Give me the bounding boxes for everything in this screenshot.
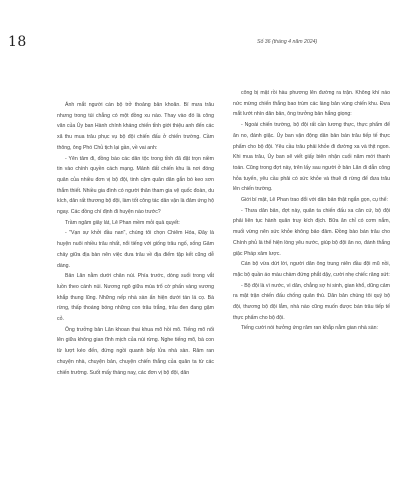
paragraph: Giới bí mật, Lê Phan trao đổi với dân bản thật ngắn gọn, cụ thể:: [241, 197, 388, 204]
paragraph: - Ngoài chiến trường, bộ đội rất cần lương thực, thực phẩm để ăn no, đánh giặc. Ủy ban vận động dân bản bán trâu tiếp tế thực phẩm cho bộ đội. Yêu cầu trâu phải khỏe đi đường xa và thịt ngon. Khi mua trâu, Ủy ban sẽ viết giấy biên nhận cuối năm mới thanh toán. Cũng trong đợt này, trên lấy sau người ở bản Lăn đi dẫn công hỏa tuyến, yêu cầu phải có sức khỏe và thuê đi rừng để đưa trâu lên chiến trường.: [233, 122, 390, 193]
paragraph: công bị mật rồi hàu phương lên đường ra trận. Không khí náo nức mừng chiến thắng bao trùm các làng bản vùng chiến khu. Đưa mắt lướt nhìn dân bản, ông trưởng bản hắng giọng:: [233, 90, 390, 118]
issue-info: Số 36 (tháng 4 năm 2024): [257, 39, 318, 45]
paragraph: - "Vạn sự khởi đầu nan", chúng tôi chọn Chiêm Hóa, Đây là huyện nuôi nhiều trâu nhất, nổi tiếng với giống trâu ngố, sống Gâm chảy giữa địa bàn nên việc đưa trâu về địa điểm tập kết cũng dễ dàng.: [57, 230, 214, 269]
paragraph: Bản Lăn nằm dưới chân núi. Phía trước, dòng suối trong vắt luồn theo cánh núi. Nương ngô giữa mùa trổ cờ phấn vàng vương khắp thung lũng. Những nếp nhà sàn ẩn hiện dưới tán lá cọ. Bà rừng, thấp thoáng bóng những con trâu trắng, trâu đen đang gặm cỏ.: [57, 273, 214, 323]
page-number: 18: [8, 34, 27, 50]
paragraph: Cán bộ vừa dứt lời, người dân ông trung niên đầu đội mũ nồi, mặc bộ quần áo màu chàm đứng phắt dậy, cười nhẹ chiếc răng sứt:: [233, 261, 390, 278]
paragraph: - Bộ đội là vì nước, vì dân, chẳng sợ hi sinh, gian khổ, dũng cảm ra mặt trận chiến đấu chống quân thù. Dân bản chúng tôi quý bộ đội, thương bộ đội lắm, nhà nào cũng muốn được bán trâu tiếp tế thực phẩm cho bộ đội.: [233, 282, 390, 321]
right-column: [233, 88, 390, 334]
paragraph: Tiếng cười nói hưởng ứng râm ran khắp nằm gian nhà sàn:: [241, 325, 378, 332]
left-column: [57, 100, 214, 378]
paragraph: Ánh mắt người cán bộ trở thoảng bân khoăn. Bí mưa trâu nhưng trong túi chẳng có một đồng xu nào. Thay vào đó là công văn của Ủy ban Hành chính kháng chiến tỉnh giới thiệu anh đến các xã thu mua trâu phục vụ bộ đội chiến đấu ở chiến trường. Cầm thông, ông Phó Chủ tịch lại gần, về vai anh:: [57, 102, 214, 151]
paragraph: - Yên tâm đi, đồng bào các dân tộc trong tỉnh đã đặt trọn niềm tin vào chính quyền cách mạng. Mảnh đất chiến khu là nơi đóng quân của nhiều đơn vị bộ đội, tinh cậm quân dân gắn bó keo sơn thắm thiết. Nhiều gia đình có người thân tham gia vệ quốc đoàn, du kích, dân rất thương bộ đội, làm tốt công tác dân vận là đảm ứng hộ ngay. Các đồng chí định đi huyện nào trước?: [57, 155, 214, 216]
paragraph: Ông trưởng bản Lăn khoan thai khua mõ hồi mõ. Tiếng mõ nổi lên giữa không gian tĩnh mịch của núi rừng. Nghe tiếng mõ, bà con từ lượt kéo đến, đứng ngồi quanh bếp lửa nhà sàn. Râm ran chuyện nhà, chuyện bản, chuyện chiến thắng của quân ta từ các chiến trường. Suốt mấy tháng nay, các đơn vị bộ đội, dân: [57, 326, 214, 376]
paragraph: Trầm ngâm giây lát, Lê Phan mềm mỏi quả quyết:: [65, 219, 180, 226]
paragraph: - Thưa dân bản, đợt này, quân ta chiến đấu xa căn cứ, bộ đội phải liên tục hành quân truy kích địch. Bữa ăn chỉ có cơm nắm, muối vừng nên sức khỏe không bảo đảm. Đồng bào bán trâu cho Chính phủ là thể hiện lòng yêu nước, giúp bộ đội ăn no, đánh thắng giặc Pháp xâm lược.: [233, 207, 390, 257]
